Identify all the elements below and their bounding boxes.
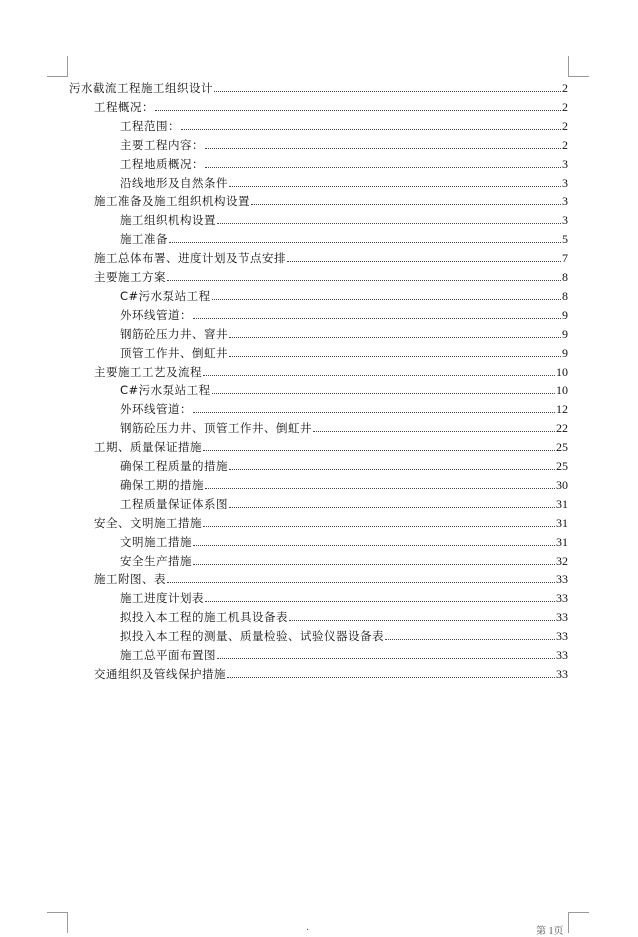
toc-dot-leader — [203, 449, 555, 451]
toc-dot-leader — [251, 203, 561, 205]
toc-dot-leader — [229, 336, 561, 338]
crop-mark-top-right — [568, 56, 589, 77]
toc-entry-page-number: 9 — [562, 326, 568, 341]
toc-dot-leader — [193, 563, 555, 565]
toc-dot-leader — [229, 185, 561, 187]
toc-entry-page-number: 12 — [556, 402, 568, 417]
toc-entry[interactable] — [94, 246, 568, 265]
toc-entry-title: 工期、质量保证措施 — [94, 440, 202, 455]
toc-dot-leader — [214, 90, 561, 92]
toc-dot-leader — [167, 581, 555, 583]
toc-entry-page-number: 2 — [562, 118, 568, 133]
toc-entry-title: 主要施工方案 — [94, 270, 166, 284]
toc-entry-page-number: 10 — [556, 383, 568, 398]
toc-entry[interactable] — [120, 322, 568, 341]
toc-entry[interactable] — [120, 454, 568, 473]
toc-dot-leader — [193, 411, 555, 413]
toc-entry-title: 施工准备 — [120, 232, 168, 247]
toc-dot-leader — [229, 506, 555, 508]
toc-entry-page-number: 31 — [556, 496, 568, 511]
toc-entry-page-number: 33 — [556, 572, 568, 587]
toc-entry-title: 钢筋砼压力井、顶管工作井、倒虹井 — [120, 421, 312, 436]
toc-entry-page-number: 9 — [562, 345, 568, 360]
toc-entry[interactable] — [120, 624, 568, 643]
toc-dot-leader — [217, 657, 555, 659]
toc-entry-title: C#污水泵站工程 — [120, 383, 211, 398]
toc-entry-title: 工程质量保证体系图 — [120, 496, 228, 511]
crop-mark-top-left — [47, 56, 68, 77]
toc-entry-title: 拟投入本工程的施工机具设备表 — [120, 610, 288, 625]
toc-entry[interactable] — [94, 567, 568, 586]
toc-entry[interactable] — [94, 662, 568, 681]
toc-entry-title: 施工进度计划表 — [120, 591, 204, 606]
toc-entry[interactable] — [120, 284, 568, 303]
toc-entry-title: 工程范围： — [120, 118, 180, 133]
toc-entry-page-number: 25 — [556, 440, 568, 455]
toc-entry-page-number: 30 — [556, 477, 568, 492]
toc-entry-title: 施工准备及施工组织机构设置 — [94, 194, 250, 209]
toc-entry-page-number: 3 — [562, 156, 568, 171]
footer-dot: . — [306, 922, 310, 933]
toc-entry[interactable] — [120, 133, 568, 152]
toc-entry-title: 顶管工作井、倒虹井 — [120, 345, 228, 360]
toc-dot-leader — [385, 638, 555, 640]
toc-dot-leader — [169, 241, 561, 243]
toc-entry-title: 主要工程内容： — [120, 137, 204, 152]
toc-entry[interactable] — [120, 586, 568, 605]
toc-dot-leader — [212, 298, 561, 300]
toc-entry-page-number: 31 — [556, 534, 568, 549]
toc-entry-page-number: 33 — [556, 666, 568, 681]
toc-dot-leader — [229, 468, 555, 470]
toc-dot-leader — [167, 279, 561, 281]
toc-entry[interactable] — [120, 227, 568, 246]
toc-dot-leader — [203, 374, 555, 376]
toc-entry[interactable] — [120, 643, 568, 662]
toc-entry-title: 安全生产措施 — [120, 553, 192, 568]
toc-dot-leader — [155, 109, 561, 111]
toc-dot-leader — [227, 676, 555, 678]
toc-dot-leader — [203, 525, 555, 527]
toc-entry-page-number: 2 — [562, 99, 568, 114]
toc-entry[interactable] — [120, 549, 568, 568]
toc-entry-page-number: 8 — [562, 270, 568, 284]
toc-entry-title: 污水截流工程施工组织设计 — [69, 81, 213, 95]
toc-dot-leader — [193, 317, 561, 319]
toc-entry[interactable] — [120, 378, 568, 397]
toc-entry-title: 施工组织机构设置 — [120, 213, 216, 228]
footer-page-number: 第 1页 — [536, 926, 564, 937]
toc-dot-leader — [205, 147, 561, 149]
toc-entry[interactable] — [120, 397, 568, 416]
toc-entry-page-number: 5 — [562, 232, 568, 247]
toc-dot-leader — [181, 128, 561, 130]
toc-entry[interactable] — [120, 416, 568, 435]
toc-entry[interactable] — [94, 265, 568, 284]
toc-entry-title: 钢筋砼压力井、窨井 — [120, 326, 228, 341]
toc-entry-title: 施工总体布署、进度计划及节点安排 — [94, 251, 286, 266]
toc-entry-page-number: 2 — [562, 81, 568, 95]
toc-entry-title: 工程概况： — [94, 99, 154, 114]
toc-entry[interactable] — [120, 303, 568, 322]
toc-entry-page-number: 33 — [556, 610, 568, 625]
toc-entry-page-number: 3 — [562, 175, 568, 190]
toc-entry[interactable] — [94, 511, 568, 530]
toc-dot-leader — [212, 392, 555, 394]
toc-entry[interactable] — [94, 435, 568, 454]
toc-entry-title: 外环线管道： — [120, 307, 192, 322]
toc-entry-page-number: 3 — [562, 213, 568, 228]
toc-entry-page-number: 10 — [556, 364, 568, 379]
toc-dot-leader — [193, 544, 555, 546]
toc-entry-page-number: 32 — [556, 553, 568, 568]
toc-entry-title: 安全、文明施工措施 — [94, 515, 202, 530]
toc-entry-title: 文明施工措施 — [120, 534, 192, 549]
toc-entry[interactable] — [120, 530, 568, 549]
toc-entry-title: 沿线地形及自然条件 — [120, 175, 228, 190]
toc-entry-page-number: 31 — [556, 515, 568, 530]
toc-entry-title: 施工总平面布置图 — [120, 648, 216, 662]
toc-entry-page-number: 33 — [556, 629, 568, 644]
toc-entry-title: 工程地质概况： — [120, 156, 204, 171]
toc-entry-page-number: 33 — [556, 648, 568, 662]
toc-entry-title: 主要施工工艺及流程 — [94, 364, 202, 379]
toc-entry[interactable] — [120, 605, 568, 624]
toc-entry-title: 确保工期的措施 — [120, 477, 204, 492]
toc-dot-leader — [205, 487, 555, 489]
toc-dot-leader — [217, 222, 561, 224]
toc-dot-leader — [205, 600, 555, 602]
toc-dot-leader — [287, 260, 561, 262]
toc-entry-page-number: 7 — [562, 251, 568, 266]
toc-entry-page-number: 8 — [562, 288, 568, 303]
toc-entry-page-number: 3 — [562, 194, 568, 209]
toc-entry-page-number: 25 — [556, 459, 568, 473]
toc-entry-page-number: 22 — [556, 421, 568, 436]
toc-dot-leader — [313, 430, 555, 432]
toc-entry[interactable] — [69, 76, 568, 95]
toc-entry[interactable] — [120, 171, 568, 190]
toc-entry[interactable] — [120, 208, 568, 227]
toc-entry[interactable] — [120, 341, 568, 360]
toc-entry-title: C#污水泵站工程 — [120, 288, 211, 303]
crop-mark-bottom-left — [47, 912, 68, 933]
toc-entry[interactable] — [94, 189, 568, 208]
toc-entry-page-number: 2 — [562, 137, 568, 152]
toc-entry[interactable] — [120, 114, 568, 133]
toc-dot-leader — [229, 355, 561, 357]
toc-entry-title: 施工附图、表 — [94, 572, 166, 587]
toc-entry[interactable] — [94, 360, 568, 379]
toc-dot-leader — [289, 619, 555, 621]
toc-entry-title: 拟投入本工程的测量、质量检验、试验仪器设备表 — [120, 629, 384, 644]
crop-mark-bottom-right — [568, 912, 589, 933]
toc-dot-leader — [205, 166, 561, 168]
toc-entry[interactable] — [120, 473, 568, 492]
toc-entry-title: 确保工程质量的措施 — [120, 459, 228, 473]
toc-entry-page-number: 9 — [562, 307, 568, 322]
toc-entry[interactable] — [120, 492, 568, 511]
toc-entry[interactable] — [120, 152, 568, 171]
toc-entry-title: 交通组织及管线保护措施 — [94, 666, 226, 681]
toc-entry-title: 外环线管道： — [120, 402, 192, 417]
toc-entry-page-number: 33 — [556, 591, 568, 606]
toc-entry[interactable] — [94, 95, 568, 114]
